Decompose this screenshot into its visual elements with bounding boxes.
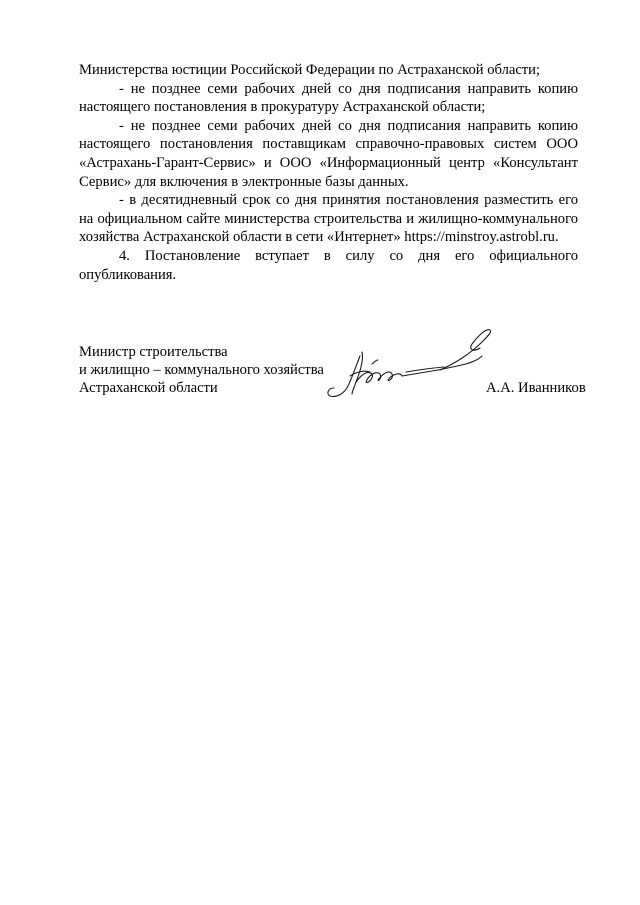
signatory-title-line-1: Министр строительства <box>79 344 228 360</box>
paragraph-website-publication: - в десятидневный срок со дня принятия постановления разместить его на официальном сайте министерства строительства и жилищно-коммунального хозяйства Астраханской области в сети «Интернет» https://minstroy.astrobl.ru. <box>79 192 578 246</box>
signatory-title-line-3: Астраханской области <box>79 380 218 397</box>
paragraph-legal-systems-copy: - не позднее семи рабочих дней со дня подписания направить копию настоящего постановления поставщикам справочно-правовых систем ООО «Астрахань-Гарант-Сервис» и ООО «Информационный центр «Консультант Сервис» для включения в электронные базы данных. <box>79 117 578 190</box>
paragraph-effective-date: 4. Постановление вступает в силу со дня его официального опубликования. <box>79 247 578 283</box>
paragraph-ministry-justice: Министерства юстиции Российской Федерации по Астраханской области; <box>79 62 541 78</box>
handwritten-signature <box>322 326 500 404</box>
document-body <box>79 61 578 284</box>
signatory-title <box>79 343 324 398</box>
paragraph-prosecutor-copy: - не позднее семи рабочих дней со дня подписания направить копию настоящего постановления в прокуратуру Астраханской области; <box>79 80 578 116</box>
signatory-title-line-2: и жилищно – коммунального хозяйства <box>79 362 324 379</box>
signer-name: А.А. Иванников <box>486 380 586 396</box>
